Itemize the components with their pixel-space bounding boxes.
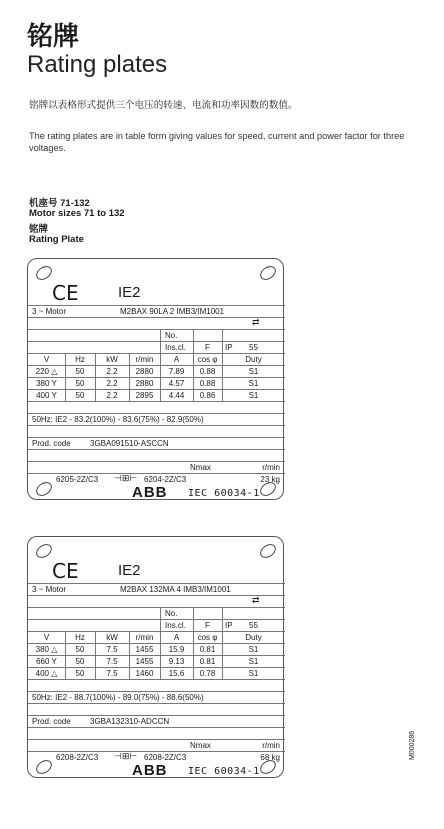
motor-model: M2BAX 90LA 2 IMB3/IM1001 <box>120 307 225 316</box>
insulation-label: Ins.cl. <box>165 621 186 630</box>
page-title-cn: 铭牌 <box>27 21 80 51</box>
rating-plate-label-cn: 铭牌 <box>29 224 49 235</box>
prod-code: 3GBA091510-ASCCN <box>90 439 169 448</box>
table-cell: 9.13 <box>168 657 185 666</box>
plate-line <box>28 353 285 354</box>
plate-line <box>28 365 285 366</box>
table-cell: 0.88 <box>199 367 216 376</box>
plate-line <box>193 329 194 353</box>
plate-line <box>28 401 285 402</box>
table-cell: 7.5 <box>106 657 118 666</box>
plate-line <box>28 583 285 584</box>
insulation-class: F <box>205 343 210 352</box>
plate-line <box>28 727 285 728</box>
table-cell: 380 △ <box>35 645 58 654</box>
column-header: r/min <box>135 355 154 364</box>
table-cell: 2895 <box>135 391 154 400</box>
serial-no-label: No. <box>165 609 178 618</box>
column-header: cos φ <box>197 633 218 642</box>
plate-line <box>193 607 194 631</box>
prod-code-label: Prod. code <box>32 439 71 448</box>
table-cell: 4.44 <box>168 391 185 400</box>
plate-line <box>28 667 285 668</box>
column-header: V <box>43 355 50 364</box>
table-cell: 660 Y <box>36 657 57 666</box>
plate-line <box>28 751 285 752</box>
shaft-icon: ⊣⊞⊢ <box>114 473 138 483</box>
plate-line <box>28 619 285 620</box>
abb-logo: ABB <box>132 484 168 501</box>
table-cell: S1 <box>248 367 259 376</box>
weight: 68 kg <box>260 753 280 762</box>
ip-value: 55 <box>249 343 258 352</box>
nmax-label: Nmax <box>190 463 211 472</box>
ip-label: IP <box>225 621 233 630</box>
table-cell: S1 <box>248 669 259 678</box>
serial-no-label: No. <box>165 331 178 340</box>
description-en: The rating plates are in table form giving values for speed, current and power factor for three voltages. <box>29 131 405 153</box>
page-title-en: Rating plates <box>27 51 168 78</box>
table-cell: 50 <box>75 657 85 666</box>
column-header: Duty <box>245 355 262 364</box>
bearing-de: 6208-2Z/C3 <box>56 753 99 762</box>
plate-line <box>28 595 285 596</box>
column-header: r/min <box>135 633 154 642</box>
screw-hole-icon <box>34 543 54 559</box>
column-header: Duty <box>245 633 262 642</box>
prod-code: 3GBA132310-ADCCN <box>90 717 170 726</box>
efficiency-line: 50Hz: IE2 - 88.7(100%) - 89.0(75%) - 88.6(50%) <box>32 693 204 702</box>
motor-sizes-cn: 机座号 71-132 <box>29 198 90 209</box>
column-header: A <box>173 633 180 642</box>
table-cell: 2.2 <box>106 367 118 376</box>
plate-line <box>28 607 285 608</box>
motor-label: 3 ~ Motor <box>32 307 67 316</box>
plate-line <box>28 715 285 716</box>
plate-line <box>28 389 285 390</box>
table-cell: 380 Y <box>36 379 57 388</box>
plate-line <box>28 305 285 306</box>
rating-plate-label-en: Rating Plate <box>29 234 84 245</box>
rmin-label: r/min <box>262 463 280 472</box>
bearing-de: 6205-2Z/C3 <box>56 475 99 484</box>
rating-plate-2 <box>27 536 284 778</box>
table-cell: 50 <box>75 391 85 400</box>
plate-line <box>160 607 161 631</box>
column-header: A <box>173 355 180 364</box>
plate-line <box>28 449 285 450</box>
screw-hole-icon <box>258 543 278 559</box>
screw-hole-icon <box>34 481 54 497</box>
figure-code: M000286 <box>409 730 416 760</box>
table-cell: 15.9 <box>168 645 185 654</box>
plate-line <box>28 377 285 378</box>
table-cell: 2880 <box>135 379 154 388</box>
table-cell: 7.5 <box>106 669 118 678</box>
table-cell: 4.57 <box>168 379 185 388</box>
plate-line <box>28 329 285 330</box>
ip-value: 55 <box>249 621 258 630</box>
table-cell: 50 <box>75 645 85 654</box>
prod-code-label: Prod. code <box>32 717 71 726</box>
column-header: Hz <box>75 355 85 364</box>
motor-sizes-en: Motor sizes 71 to 132 <box>29 208 125 219</box>
plate-line <box>222 607 223 631</box>
screw-hole-icon <box>258 265 278 281</box>
plate-line <box>28 317 285 318</box>
table-cell: S1 <box>248 657 259 666</box>
insulation-label: Ins.cl. <box>165 343 186 352</box>
nmax-label: Nmax <box>190 741 211 750</box>
table-cell: 0.81 <box>199 657 216 666</box>
table-cell: 50 <box>75 379 85 388</box>
efficiency-line: 50Hz: IE2 - 83.2(100%) - 83.6(75%) - 82.9(50%) <box>32 415 204 424</box>
ie-class: IE2 <box>118 284 141 301</box>
table-cell: 50 <box>75 669 85 678</box>
table-cell: 220 △ <box>35 367 58 376</box>
rating-plate-1 <box>27 258 284 500</box>
table-cell: 400 △ <box>35 669 58 678</box>
weight: 23 kg <box>260 475 280 484</box>
table-cell: 1460 <box>135 669 154 678</box>
table-cell: 1455 <box>135 645 154 654</box>
table-cell: 400 Y <box>36 391 57 400</box>
screw-hole-icon <box>34 759 54 775</box>
table-cell: S1 <box>248 391 259 400</box>
ie-class: IE2 <box>118 562 141 579</box>
plate-line <box>160 329 161 353</box>
plate-line <box>28 691 285 692</box>
bearing-nde: 6208-2Z/C3 <box>144 753 187 762</box>
screw-hole-icon <box>34 265 54 281</box>
plate-line <box>28 643 285 644</box>
column-header: V <box>43 633 50 642</box>
motor-model: M2BAX 132MA 4 IMB3/IM1001 <box>120 585 231 594</box>
column-header: cos φ <box>197 355 218 364</box>
table-cell: 0.81 <box>199 645 216 654</box>
plate-line <box>28 655 285 656</box>
rotation-arrow-icon: ⇄ <box>252 595 260 605</box>
ce-mark: CE <box>52 281 79 305</box>
table-cell: 7.5 <box>106 645 118 654</box>
table-cell: 0.86 <box>199 391 216 400</box>
motor-label: 3 ~ Motor <box>32 585 67 594</box>
plate-line <box>28 631 285 632</box>
description-cn: 铭牌以表格形式提供三个电压的转速、电流和功率因数的数值。 <box>29 100 298 111</box>
table-cell: 2.2 <box>106 391 118 400</box>
plate-line <box>28 473 285 474</box>
plate-line <box>28 461 285 462</box>
plate-line <box>222 329 223 353</box>
iec-standard: IEC 60034-1 <box>188 488 260 499</box>
table-cell: 2880 <box>135 367 154 376</box>
column-header: kW <box>106 355 118 364</box>
plate-line <box>28 679 285 680</box>
table-cell: 0.78 <box>199 669 216 678</box>
plate-line <box>28 437 285 438</box>
ip-label: IP <box>225 343 233 352</box>
table-cell: 0.88 <box>199 379 216 388</box>
column-header: Hz <box>75 633 85 642</box>
abb-logo: ABB <box>132 762 168 779</box>
plate-line <box>28 341 285 342</box>
table-cell: 15.6 <box>168 669 185 678</box>
plate-line <box>28 703 285 704</box>
ce-mark: CE <box>52 559 79 583</box>
plate-line <box>28 425 285 426</box>
table-cell: 7.89 <box>168 367 185 376</box>
table-cell: 1455 <box>135 657 154 666</box>
table-cell: S1 <box>248 645 259 654</box>
table-cell: 2.2 <box>106 379 118 388</box>
table-cell: S1 <box>248 379 259 388</box>
rotation-arrow-icon: ⇄ <box>252 317 260 327</box>
plate-line <box>28 739 285 740</box>
column-header: kW <box>106 633 118 642</box>
shaft-icon: ⊣⊞⊢ <box>114 751 138 761</box>
rmin-label: r/min <box>262 741 280 750</box>
insulation-class: F <box>205 621 210 630</box>
plate-line <box>28 413 285 414</box>
table-cell: 50 <box>75 367 85 376</box>
bearing-nde: 6204-2Z/C3 <box>144 475 187 484</box>
iec-standard: IEC 60034-1 <box>188 766 260 777</box>
